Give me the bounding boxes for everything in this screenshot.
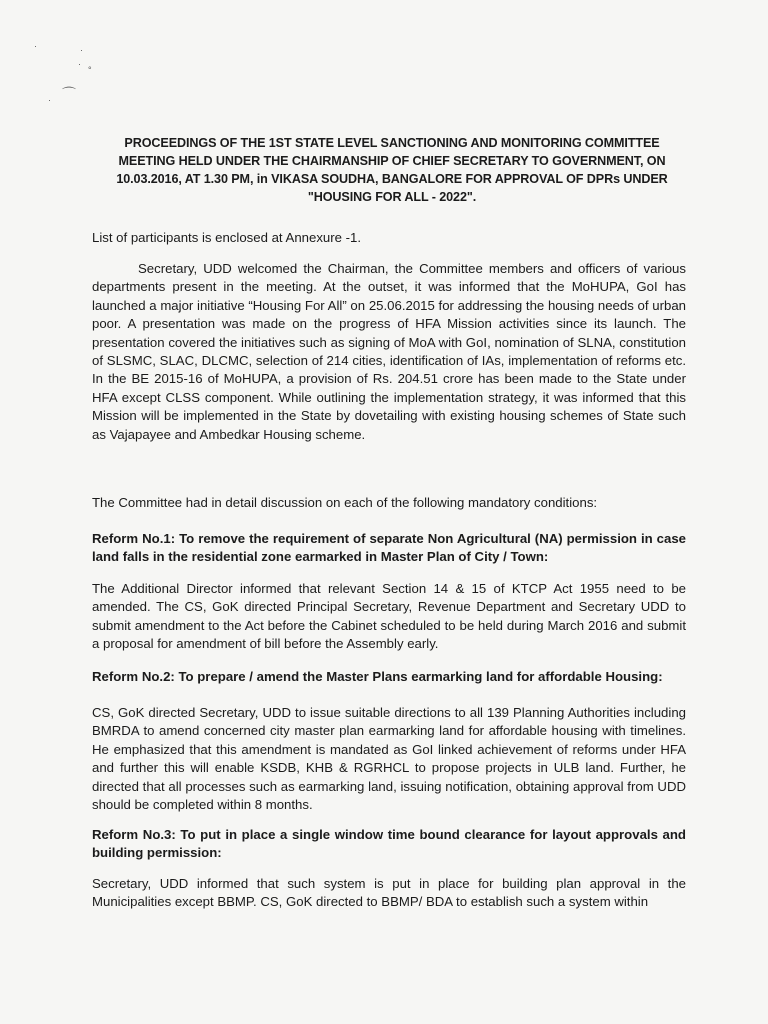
scan-speck: ° [88,65,92,75]
reform-2-heading: Reform No.2: To prepare / amend the Master Plans earmarking land for affordable Housing: [92,669,663,684]
reform-3-text: Secretary, UDD informed that such system is put in place for building plan approval in the Municipalities except BBMP. CS, GoK directed to BBMP/ BDA to establish such a system within [92,876,686,910]
reform-3-heading: Reform No.3: To put in place a single window time bound clearance for layout approvals and building permission: [92,827,686,861]
discussion-intro: The Committee had in detail discussion on each of the following mandatory conditions: [92,495,598,510]
reform-2-text: CS, GoK directed Secretary, UDD to issue suitable directions to all 139 Planning Authorities including BMRDA to amend concerned city master plan earmarking land for affordable housing with timelines. He emphasized that this amendment is mandated as GoI linked achievement of reforms under HFA and further this will enable KSDB, KHB & RGRHCL to propose projects in ULB land. Further, he directed that all processes such as earmarking land, issuing notification, obtaining approval from UDD should be completed within 8 months. [92,705,686,813]
reform-1-heading: Reform No.1: To remove the requirement of separate Non Agricultural (NA) permission in case land falls in the residential zone earmarked in Master Plan of City / Town: [92,531,686,565]
scan-speck: · [48,95,51,105]
reform-1-text: The Additional Director informed that relevant Section 14 & 15 of KTCP Act 1955 need to be amended. The CS, GoK directed Principal Secretary, Revenue Department and Secretary UDD to submit amendment to the Act before the Cabinet scheduled to be held during March 2016 and submit a proposal for amendment of bill before the Assembly early. [92,581,686,652]
scan-speck: ⌒ [62,86,76,102]
document-title: PROCEEDINGS OF THE 1ST STATE LEVEL SANCTIONING AND MONITORING COMMITTEE MEETING HELD UNDER THE CHAIRMANSHIP OF CHIEF SECRETARY TO GOVERNMENT, ON 10.03.2016, AT 1.30 PM, in VIKASA SOUDHA, BANGALORE FOR APPROVAL OF DPRs UNDER "HOUSING FOR ALL - 2022". [116,136,668,204]
scan-speck: · [34,41,37,51]
scan-speck: · [78,59,81,69]
participants-note: List of participants is enclosed at Annexure -1. [92,230,362,245]
scan-speck: · [80,45,83,55]
intro-paragraph: Secretary, UDD welcomed the Chairman, the Committee members and officers of various departments present in the meeting. At the outset, it was informed that the MoHUPA, GoI has launched a major initiative “Housing For All” on 25.06.2015 for addressing the housing needs of urban poor. A presentation was made on the progress of HFA Mission activities since its launch. The presentation covered the initiatives such as signing of MoA with GoI, nomination of SLNA, constitution of SLSMC, SLAC, DLCMC, selection of 214 cities, identification of IAs, implementation of reforms etc. In the BE 2015-16 of MoHUPA, a provision of Rs. 204.51 crore has been made to the State under HFA except CLSS component. While outlining the implementation strategy, it was informed that this Mission will be implemented in the State by dovetailing with existing housing schemes of State such as Vajapayee and Ambedkar Housing scheme. [92,261,686,442]
